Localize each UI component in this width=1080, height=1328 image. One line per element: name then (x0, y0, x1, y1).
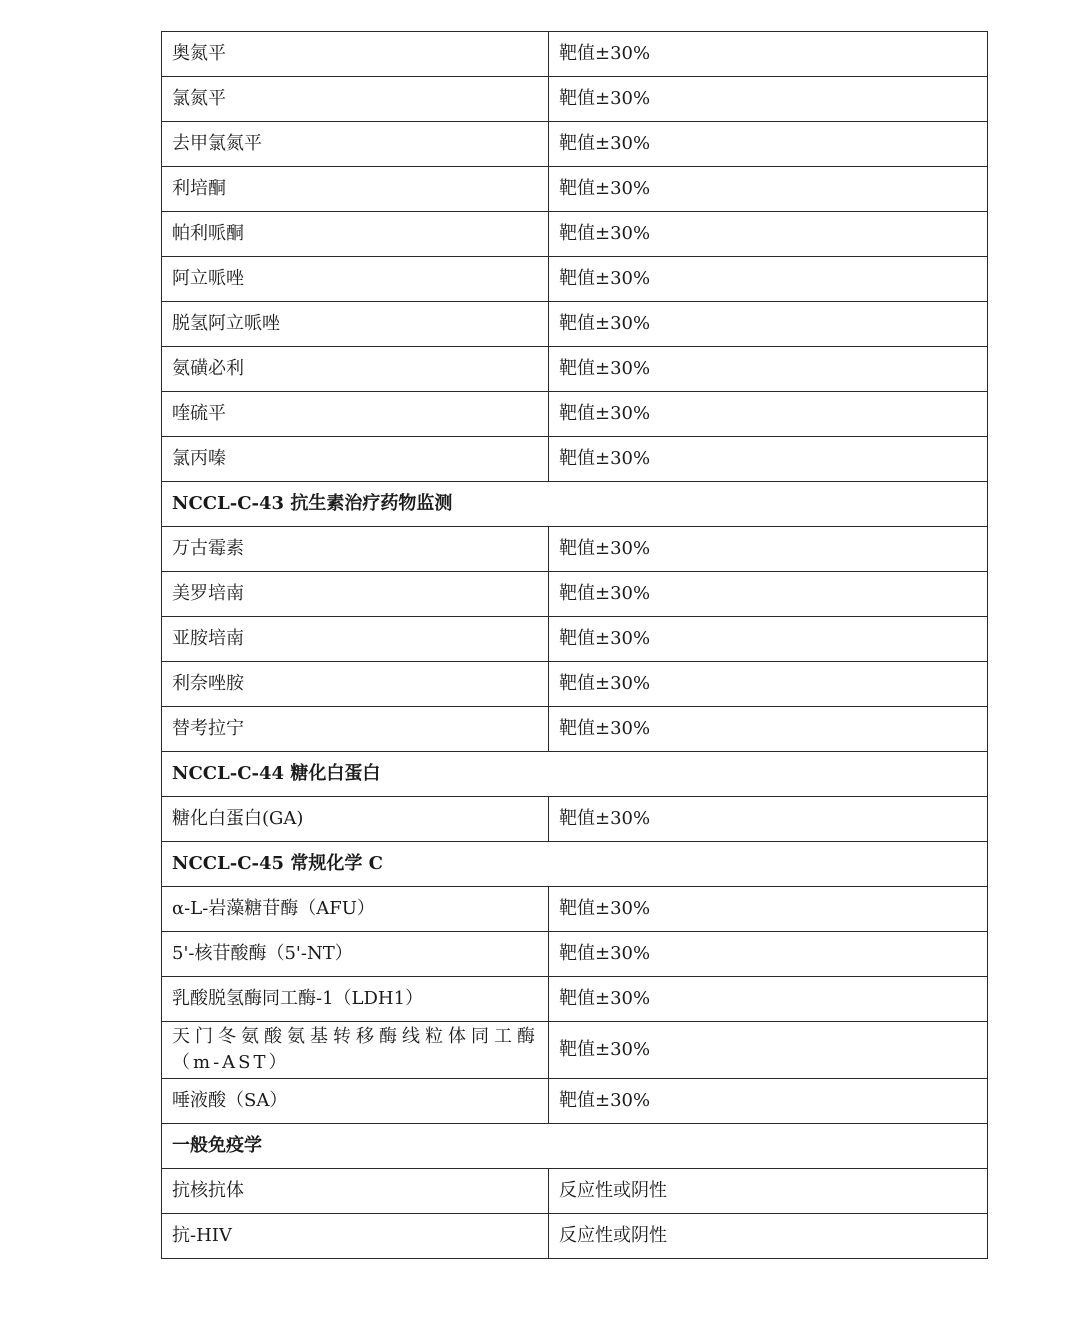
item-name-cell: 氯氮平 (162, 77, 549, 122)
item-name-cell: 美罗培南 (162, 572, 549, 617)
criterion-cell: 靶值±30% (549, 527, 988, 572)
table-row (162, 1022, 988, 1079)
criterion-cell: 靶值±30% (549, 437, 988, 482)
criterion-cell: 靶值±30% (549, 1079, 988, 1124)
table-row (162, 437, 988, 482)
table-row (162, 707, 988, 752)
criterion-cell: 靶值±30% (549, 212, 988, 257)
item-name-cell: 利培酮 (162, 167, 549, 212)
table-row (162, 257, 988, 302)
item-name-cell: 氨磺必利 (162, 347, 549, 392)
criterion-cell: 靶值±30% (549, 617, 988, 662)
section-title: NCCL-C-43 抗生素治疗药物监测 (162, 482, 988, 527)
section-title: NCCL-C-45 常规化学 C (162, 842, 988, 887)
table-row (162, 212, 988, 257)
criterion-cell: 反应性或阴性 (549, 1169, 988, 1214)
item-name-cell: 糖化白蛋白(GA) (162, 797, 549, 842)
criterion-cell: 靶值±30% (549, 977, 988, 1022)
table-row (162, 122, 988, 167)
criterion-cell: 靶值±30% (549, 347, 988, 392)
table-row (162, 797, 988, 842)
item-name-cell: α-L-岩藻糖苷酶（AFU） (162, 887, 549, 932)
table-body (162, 32, 988, 1259)
section-header-row (162, 482, 988, 527)
criterion-cell: 靶值±30% (549, 32, 988, 77)
item-name-cell: 乳酸脱氢酶同工酶-1（LDH1） (162, 977, 549, 1022)
table-row (162, 527, 988, 572)
criterion-cell: 靶值±30% (549, 257, 988, 302)
item-name-cell: 氯丙嗪 (162, 437, 549, 482)
criterion-cell: 反应性或阴性 (549, 1214, 988, 1259)
table-row (162, 1214, 988, 1259)
section-header-row (162, 1124, 988, 1169)
criterion-cell: 靶值±30% (549, 662, 988, 707)
item-name-cell: 5'-核苷酸酶（5'-NT） (162, 932, 549, 977)
item-name-cell: 奥氮平 (162, 32, 549, 77)
item-name-cell: 万古霉素 (162, 527, 549, 572)
criterion-cell: 靶值±30% (549, 887, 988, 932)
section-header-row (162, 752, 988, 797)
criterion-cell: 靶值±30% (549, 122, 988, 167)
table-row (162, 977, 988, 1022)
table-row (162, 887, 988, 932)
requirements-table (161, 31, 988, 1259)
table-row (162, 572, 988, 617)
item-name-cell: 阿立哌唑 (162, 257, 549, 302)
item-name-cell: 天门冬氨酸氨基转移酶线粒体同工酶（m-AST） (162, 1022, 549, 1079)
criterion-cell: 靶值±30% (549, 167, 988, 212)
criterion-cell: 靶值±30% (549, 392, 988, 437)
section-title: NCCL-C-44 糖化白蛋白 (162, 752, 988, 797)
item-name-cell: 抗-HIV (162, 1214, 549, 1259)
table-row (162, 932, 988, 977)
table-row (162, 1079, 988, 1124)
item-name-cell: 替考拉宁 (162, 707, 549, 752)
criterion-cell: 靶值±30% (549, 1022, 988, 1079)
section-title: 一般免疫学 (162, 1124, 988, 1169)
table-row (162, 32, 988, 77)
criterion-cell: 靶值±30% (549, 77, 988, 122)
table-row (162, 1169, 988, 1214)
criterion-cell: 靶值±30% (549, 572, 988, 617)
criterion-cell: 靶值±30% (549, 932, 988, 977)
table-row (162, 617, 988, 662)
item-name-cell: 唾液酸（SA） (162, 1079, 549, 1124)
table-row (162, 347, 988, 392)
item-name-cell: 喹硫平 (162, 392, 549, 437)
criterion-cell: 靶值±30% (549, 797, 988, 842)
table-row (162, 167, 988, 212)
table-row (162, 302, 988, 347)
section-header-row (162, 842, 988, 887)
table-row (162, 392, 988, 437)
item-name-cell: 抗核抗体 (162, 1169, 549, 1214)
item-name-cell: 去甲氯氮平 (162, 122, 549, 167)
item-name-cell: 利奈唑胺 (162, 662, 549, 707)
table-row (162, 662, 988, 707)
item-name-cell: 亚胺培南 (162, 617, 549, 662)
criterion-cell: 靶值±30% (549, 707, 988, 752)
item-name-cell: 脱氢阿立哌唑 (162, 302, 549, 347)
criterion-cell: 靶值±30% (549, 302, 988, 347)
item-name-cell: 帕利哌酮 (162, 212, 549, 257)
table-row (162, 77, 988, 122)
